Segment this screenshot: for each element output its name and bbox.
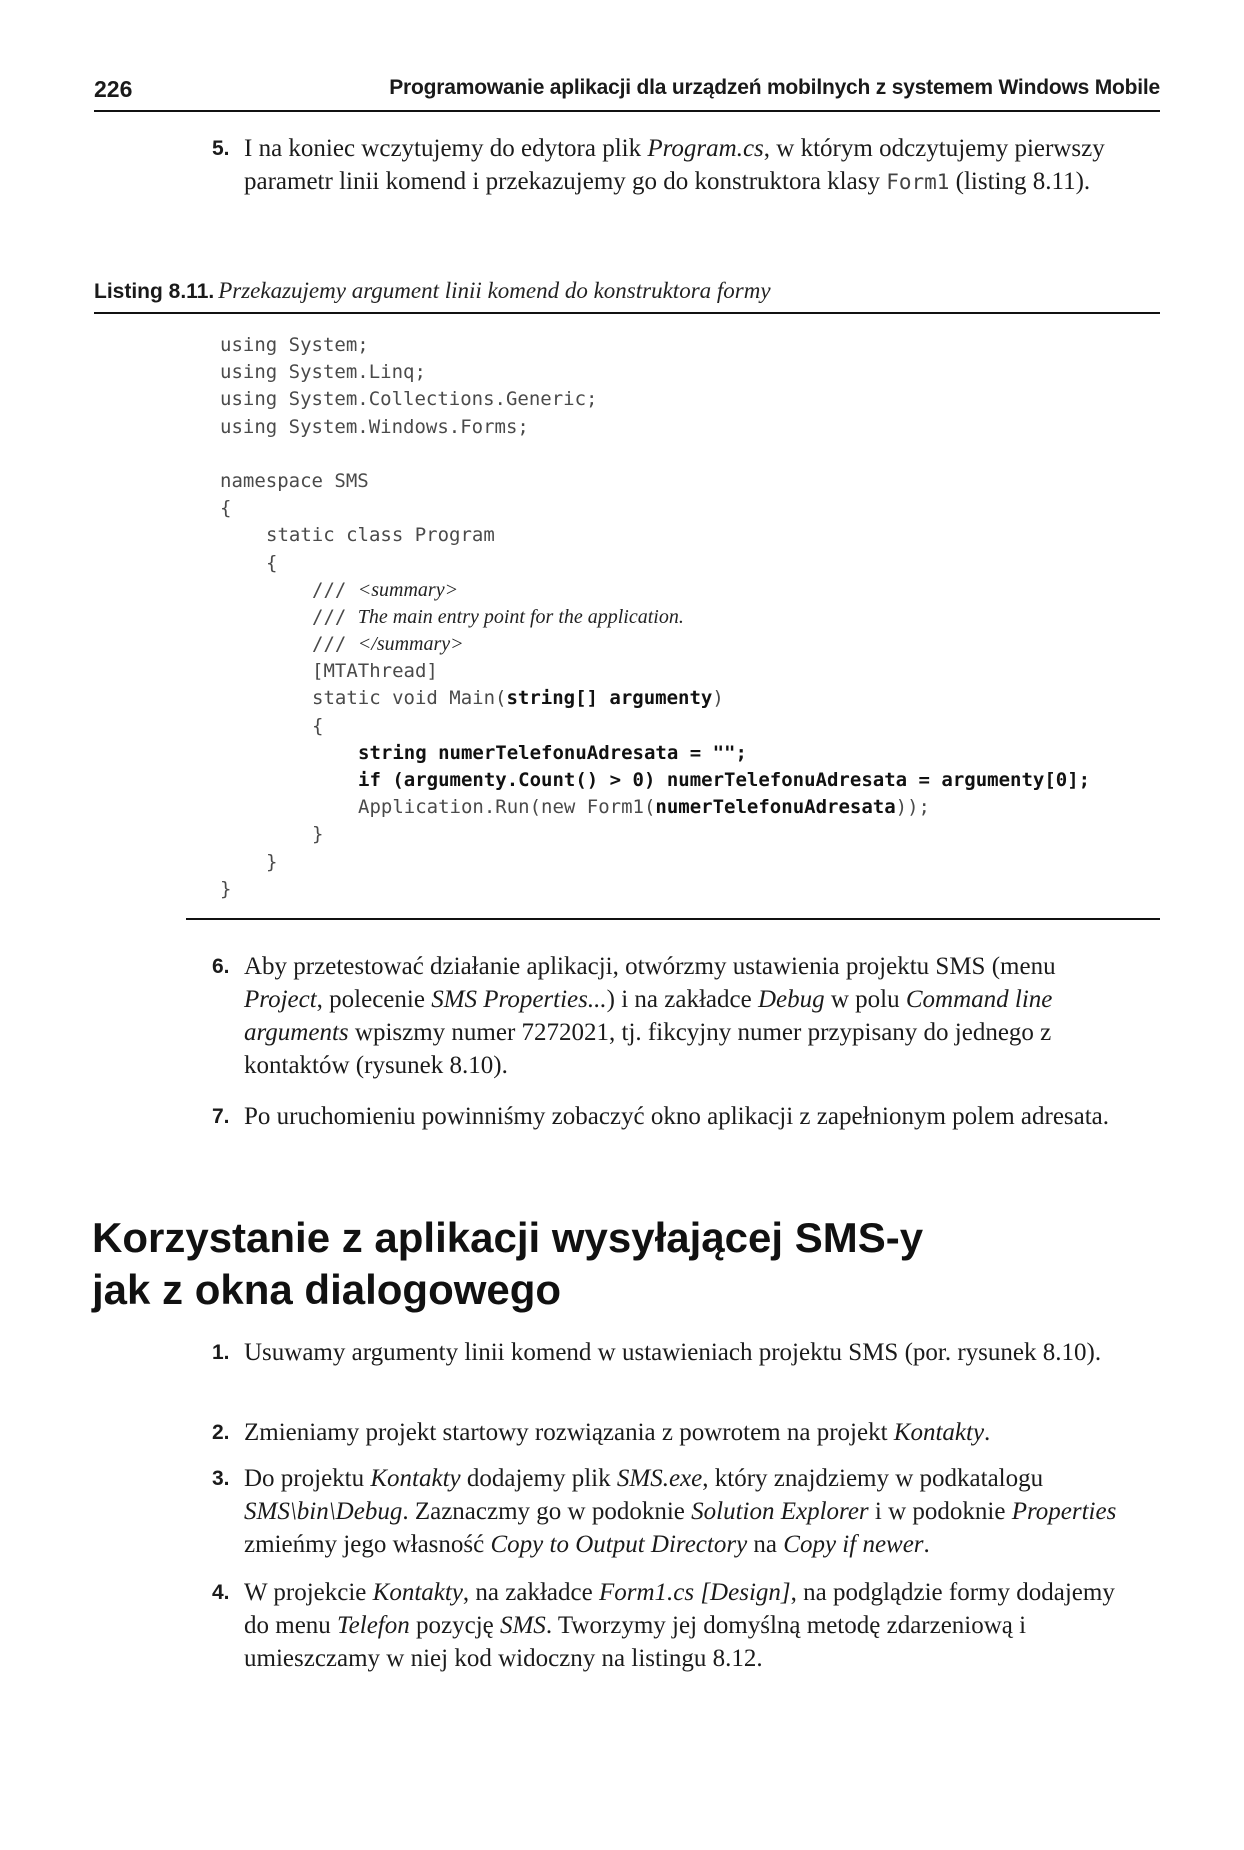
- listing-label: Listing 8.11.: [94, 280, 215, 303]
- code-line: [220, 359, 1150, 386]
- text-run: , na zakładce: [462, 1579, 599, 1606]
- italic-term: SMS.exe: [616, 1465, 703, 1492]
- text-run: zmieńmy jego własność: [244, 1531, 491, 1558]
- text-run: na: [747, 1531, 784, 1558]
- code-text: using System.Linq;: [220, 361, 426, 384]
- code-text: }: [220, 877, 232, 900]
- code-line: [220, 631, 1150, 658]
- step-number: 1.: [212, 1341, 230, 1364]
- code-line: [220, 767, 1150, 794]
- code-text: namespace SMS: [220, 469, 369, 492]
- listing-title: Przekazujemy argument linii komend do konstruktora formy: [218, 278, 771, 303]
- code-line: [220, 441, 1150, 468]
- running-header: [94, 74, 1160, 112]
- italic-term: Kontakty: [370, 1465, 461, 1492]
- code-line: [220, 876, 1150, 903]
- step-item: [214, 1416, 1124, 1449]
- step-item: [214, 132, 1124, 199]
- step-item: [214, 950, 1124, 1082]
- code-emphasis: if (argumenty.Count() > 0) numerTelefonuAdresata = argumenty[0];: [358, 769, 1091, 791]
- code-comment: The main entry point for the application.: [357, 605, 684, 628]
- code-line: [220, 550, 1150, 577]
- code-text: {: [266, 551, 278, 574]
- step-item: [214, 1576, 1124, 1675]
- code-text: static class Program: [266, 524, 495, 547]
- code-text: ));: [895, 796, 930, 819]
- text-run: Po uruchomieniu powinniśmy zobaczyć okno aplikacji z zapełnionym polem adresata.: [244, 1103, 1110, 1130]
- code-line: [220, 522, 1150, 549]
- step-text: [244, 1576, 1124, 1675]
- step-number: 4.: [212, 1581, 230, 1604]
- listing-caption: [94, 278, 1160, 314]
- code-line: [220, 332, 1150, 359]
- code-line: [220, 386, 1150, 413]
- text-run: .: [984, 1419, 991, 1446]
- text-run: .: [923, 1531, 930, 1558]
- text-run: Do projektu: [244, 1465, 371, 1492]
- code-line: [220, 821, 1150, 848]
- code-emphasis: numerTelefonuAdresata: [655, 796, 896, 819]
- section-heading-line: Korzystanie z aplikacji wysyłającej SMS-y: [92, 1214, 924, 1261]
- italic-term: SMS Properties...: [431, 986, 607, 1013]
- section-heading: [92, 1212, 1152, 1316]
- text-run: . Zaznaczmy go w podoknie: [402, 1498, 692, 1525]
- text-run: , który znajdziemy w podkatalogu: [702, 1465, 1044, 1492]
- code-listing: [220, 332, 1150, 903]
- step-item: [214, 1336, 1124, 1369]
- code-line: [220, 495, 1150, 522]
- running-header-title: Programowanie aplikacji dla urządzeń mobilnych z systemem Windows Mobile: [389, 76, 1160, 99]
- code-line: [220, 468, 1150, 495]
- code-emphasis: string[] argumenty: [506, 687, 713, 710]
- text-run: (listing 8.11).: [949, 168, 1091, 195]
- italic-term: Project: [244, 986, 317, 1013]
- text-run: W projekcie: [244, 1579, 373, 1606]
- text-run: pozycję: [409, 1612, 500, 1639]
- code-text: }: [312, 823, 324, 846]
- italic-term: Copy to Output Directory: [490, 1531, 748, 1558]
- text-run: , w którym odczytujemy pierwszy parametr linii komend i przekazujemy go do konstruktora klasy: [244, 135, 1105, 195]
- italic-term: Form1.cs [Design]: [598, 1579, 791, 1606]
- code-text: ///: [312, 578, 358, 601]
- text-run: wpiszmy numer 7272021, tj. fikcyjny numer przypisany do jednego z kontaktów (rysunek 8.10).: [244, 1019, 1052, 1079]
- code-text: using System;: [220, 334, 369, 356]
- italic-term: Telefon: [337, 1612, 410, 1639]
- step-text: [244, 132, 1124, 199]
- step-text: [244, 1336, 1124, 1369]
- text-run: dodajemy plik: [460, 1465, 617, 1492]
- code-line: [220, 794, 1150, 821]
- step-number: 7.: [212, 1105, 230, 1128]
- italic-term: Properties: [1011, 1498, 1117, 1525]
- code-line: [220, 740, 1150, 767]
- italic-term: SMS: [499, 1612, 546, 1639]
- code-line: [220, 658, 1150, 685]
- listing-bottom-rule: [186, 918, 1160, 920]
- step-text: [244, 950, 1124, 1082]
- code-text: }: [266, 850, 278, 873]
- step-text: [244, 1100, 1124, 1133]
- text-run: . Tworzymy jej domyślną metodę zdarzeniową i umieszczamy w niej kod widoczny na listingu 8.12.: [244, 1612, 1027, 1672]
- code-text: {: [312, 714, 324, 737]
- inline-code: Form1: [886, 170, 950, 194]
- page-number: 226: [94, 76, 133, 102]
- code-text: ///: [312, 605, 358, 628]
- step-number: 3.: [212, 1467, 230, 1490]
- italic-term: Solution Explorer: [691, 1498, 869, 1525]
- text-run: , polecenie: [316, 986, 432, 1013]
- step-text: [244, 1462, 1124, 1561]
- italic-term: Debug: [757, 986, 825, 1013]
- code-text: using System.Collections.Generic;: [220, 388, 598, 411]
- code-text: Application.Run(new Form1(: [358, 796, 656, 819]
- step-number: 2.: [212, 1421, 230, 1444]
- italic-term: SMS\bin\Debug: [244, 1498, 403, 1525]
- code-text: ///: [312, 633, 358, 656]
- code-line: [220, 604, 1150, 631]
- italic-term: Copy if newer: [783, 1531, 924, 1558]
- code-text: ): [712, 687, 724, 710]
- code-emphasis: string numerTelefonuAdresata = "";: [358, 741, 747, 764]
- step-item: [214, 1462, 1124, 1561]
- step-number: 6.: [212, 955, 230, 978]
- code-comment: </summary>: [357, 633, 464, 656]
- italic-term: Program.cs: [647, 135, 764, 162]
- code-line: [220, 713, 1150, 740]
- section-heading-line: jak z okna dialogowego: [92, 1266, 562, 1313]
- text-run: Zmieniamy projekt startowy rozwiązania z powrotem na projekt: [244, 1419, 894, 1446]
- step-number: 5.: [212, 137, 230, 160]
- code-text: [MTAThread]: [312, 660, 438, 683]
- code-text: using System.Windows.Forms;: [220, 415, 529, 438]
- code-line: [220, 577, 1150, 604]
- step-text: [244, 1416, 1124, 1449]
- code-text: static void Main(: [312, 687, 507, 710]
- italic-term: Kontakty: [372, 1579, 463, 1606]
- text-run: I na koniec wczytujemy do edytora plik: [244, 135, 648, 162]
- code-line: [220, 685, 1150, 712]
- text-run: ) i na zakładce: [606, 986, 758, 1013]
- code-comment: <summary>: [357, 578, 459, 601]
- italic-term: Command line arguments: [244, 986, 1053, 1046]
- italic-term: Kontakty: [893, 1419, 985, 1446]
- code-line: [220, 849, 1150, 876]
- text-run: , na podglądzie formy dodajemy do menu: [244, 1579, 1115, 1639]
- text-run: w polu: [824, 986, 906, 1013]
- text-run: i w podoknie: [868, 1498, 1012, 1525]
- code-text: {: [220, 497, 232, 520]
- code-line: [220, 414, 1150, 441]
- step-item: [214, 1100, 1124, 1133]
- text-run: Usuwamy argumenty linii komend w ustawieniach projektu SMS (por. rysunek 8.10).: [244, 1339, 1102, 1366]
- text-run: Aby przetestować działanie aplikacji, otwórzmy ustawienia projektu SMS (menu: [244, 953, 1056, 980]
